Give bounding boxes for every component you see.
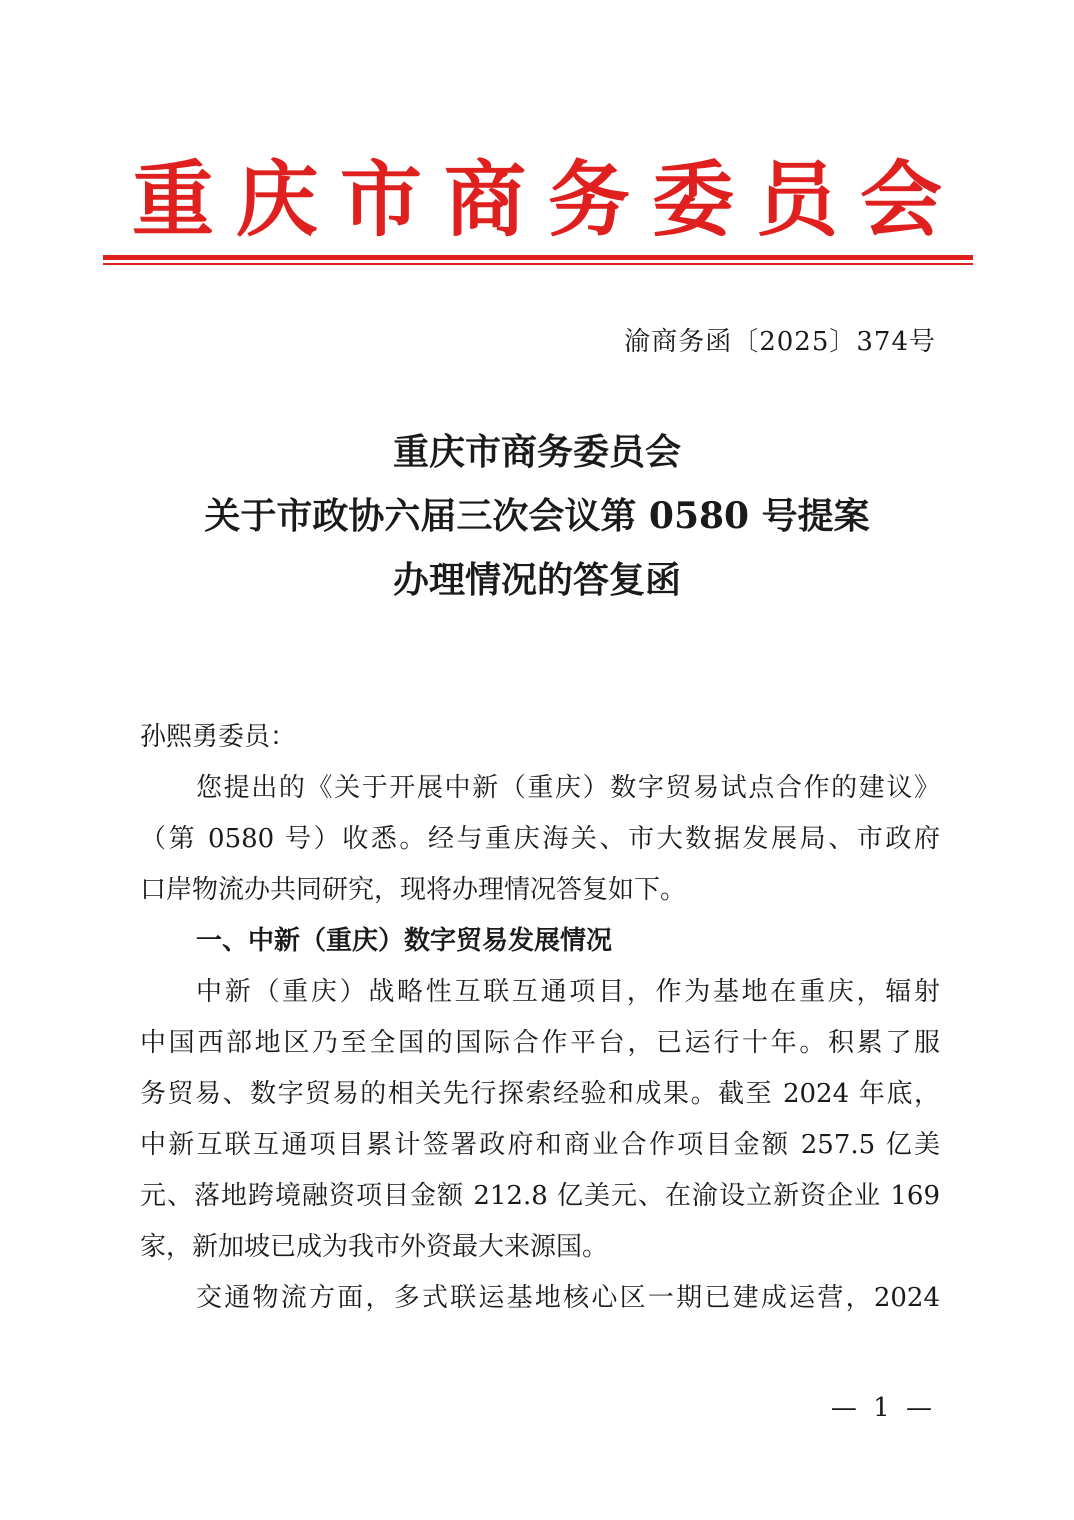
document-title <box>0 420 1074 612</box>
masthead-rule-thin <box>103 263 973 265</box>
paragraph-line: 中国西部地区乃至全国的国际合作平台，已运行十年。积累了服 <box>140 1028 940 1058</box>
paragraph-line: 中新互联互通项目累计签署政府和商业合作项目金额 257.5 亿美 <box>140 1130 940 1160</box>
document-number: 渝商务函〔2025〕374号 <box>624 327 936 357</box>
section-heading: 一、中新（重庆）数字贸易发展情况 <box>196 926 613 956</box>
title-line: 办理情况的答复函 <box>392 559 681 601</box>
document-body <box>140 712 940 1324</box>
title-line: 重庆市商务委员会 <box>392 431 681 473</box>
paragraph-line: 中新（重庆）战略性互联互通项目，作为基地在重庆，辐射 <box>196 977 940 1007</box>
page-number: — 1 — <box>830 1393 936 1423</box>
masthead-rule-thick <box>103 255 973 260</box>
paragraph-line: 口岸物流办共同研究，现将办理情况答复如下。 <box>140 875 687 905</box>
paragraph-line: 交通物流方面，多式联运基地核心区一期已建成运营，2024 <box>196 1283 940 1313</box>
paragraph-line: 元、落地跨境融资项目金额 212.8 亿美元、在渝设立新资企业 169 <box>140 1181 940 1211</box>
title-line: 关于市政协六届三次会议第 0580 号提案 <box>204 495 870 537</box>
masthead-title: 重庆市商务委员会 <box>131 152 964 248</box>
salutation: 孙熙勇委员： <box>140 722 297 752</box>
paragraph-line: （第 0580 号）收悉。经与重庆海关、市大数据发展局、市政府 <box>140 824 940 854</box>
paragraph-line: 您提出的《关于开展中新（重庆）数字贸易试点合作的建议》 <box>196 773 940 803</box>
paragraph-line: 家，新加坡已成为我市外资最大来源国。 <box>140 1232 609 1262</box>
paragraph-line: 务贸易、数字贸易的相关先行探索经验和成果。截至 2024 年底， <box>140 1079 940 1109</box>
